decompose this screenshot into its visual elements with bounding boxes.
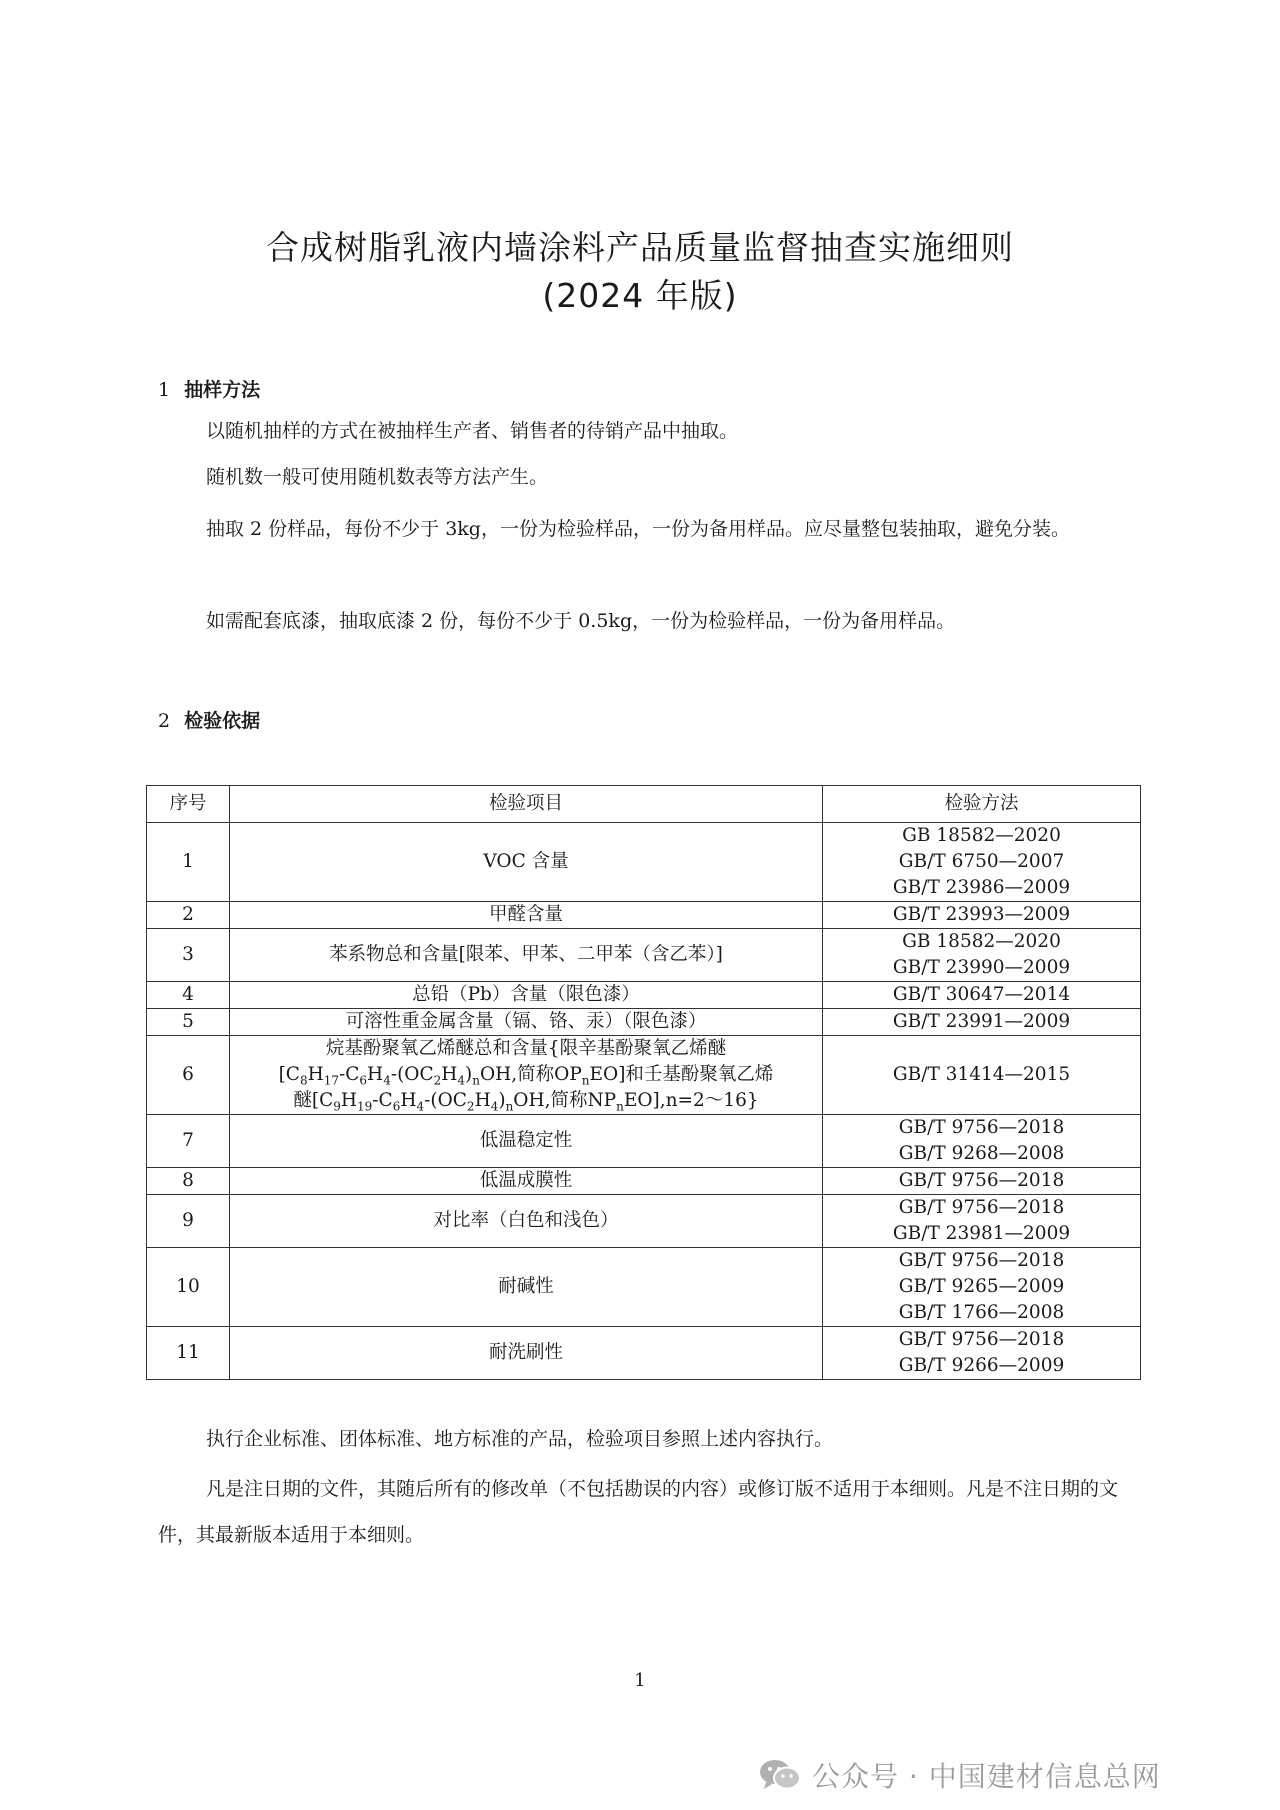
table-header-row xyxy=(147,786,1141,823)
inspection-table xyxy=(146,785,1141,1380)
section-1-heading xyxy=(158,375,260,402)
inspection-methods xyxy=(823,982,1141,1009)
table-row xyxy=(147,1248,1141,1327)
item-line: 烷基酚聚氧乙烯醚总和含量{限辛基酚聚氧乙烯醚 xyxy=(325,1038,727,1059)
text-part: H xyxy=(307,1064,324,1085)
inspection-item: 低温稳定性 xyxy=(230,1115,823,1168)
subscript: n xyxy=(472,1073,480,1088)
row-number: 10 xyxy=(147,1248,230,1327)
wechat-icon xyxy=(758,1757,802,1793)
table-row xyxy=(147,1168,1141,1195)
inspection-methods xyxy=(823,1195,1141,1248)
subscript: 4 xyxy=(490,1099,499,1114)
method: GB/T 23986—2009 xyxy=(892,877,1071,898)
method: GB 18582—2020 xyxy=(902,825,1061,846)
watermark xyxy=(758,1755,1161,1795)
method: GB/T 9756—2018 xyxy=(898,1197,1065,1218)
row-number: 2 xyxy=(147,902,230,929)
inspection-methods xyxy=(823,1327,1141,1380)
subscript: n xyxy=(581,1073,590,1088)
method: GB/T 9756—2018 xyxy=(898,1170,1065,1191)
text-part: -C xyxy=(339,1064,360,1085)
text-part: H xyxy=(367,1064,384,1085)
subscript: 8 xyxy=(299,1073,308,1088)
inspection-item: 对比率（白色和浅色） xyxy=(230,1195,823,1248)
method: GB/T 9265—2009 xyxy=(898,1276,1065,1297)
inspection-methods xyxy=(823,1115,1141,1168)
inspection-item: 耐洗刷性 xyxy=(230,1327,823,1380)
method: GB/T 23990—2009 xyxy=(892,957,1071,978)
inspection-item xyxy=(230,1036,823,1115)
paragraph: 抽取 2 份样品，每份不少于 3kg，一份为检验样品，一份为备用样品。应尽量整包装抽取，避免分装。 xyxy=(206,518,1070,540)
row-number: 8 xyxy=(147,1168,230,1195)
table-row xyxy=(147,823,1141,902)
subscript: 6 xyxy=(359,1073,368,1088)
text-part: EO],n=2～16} xyxy=(623,1090,759,1111)
inspection-methods xyxy=(823,1009,1141,1036)
inspection-methods xyxy=(823,1248,1141,1327)
subscript: n xyxy=(505,1099,514,1114)
inspection-item: 耐碱性 xyxy=(230,1248,823,1327)
method: GB/T 31414—2015 xyxy=(892,1064,1071,1085)
method: GB/T 23993—2009 xyxy=(892,904,1071,925)
text-part: OH,简称OP xyxy=(480,1064,582,1085)
method: GB/T 9268—2008 xyxy=(898,1143,1065,1164)
table-row xyxy=(147,929,1141,982)
text-part: 醚[C xyxy=(293,1090,334,1111)
inspection-methods xyxy=(823,929,1141,982)
text-part: ) xyxy=(465,1064,473,1085)
inspection-methods xyxy=(823,902,1141,929)
row-number: 4 xyxy=(147,982,230,1009)
subscript: 2 xyxy=(433,1073,442,1088)
text-part: H xyxy=(400,1090,417,1111)
row-number: 6 xyxy=(147,1036,230,1115)
method: GB/T 23981—2009 xyxy=(892,1223,1071,1244)
inspection-methods xyxy=(823,1168,1141,1195)
column-header: 检验方法 xyxy=(823,786,1141,823)
inspection-item: 总铅（Pb）含量（限色漆） xyxy=(230,982,823,1009)
table-row xyxy=(147,1009,1141,1036)
text-part: [C xyxy=(278,1064,300,1085)
text-part: ) xyxy=(498,1090,506,1111)
row-number: 5 xyxy=(147,1009,230,1036)
section-title: 抽样方法 xyxy=(184,379,261,401)
column-header: 检验项目 xyxy=(230,786,823,823)
paragraph: 随机数一般可使用随机数表等方法产生。 xyxy=(206,466,549,488)
text-part: OH,简称NP xyxy=(513,1090,617,1111)
row-number: 1 xyxy=(147,823,230,902)
method: GB 18582—2020 xyxy=(902,931,1061,952)
paragraph: 如需配套底漆，抽取底漆 2 份，每份不少于 0.5kg，一份为检验样品，一份为备用样品。 xyxy=(206,610,956,632)
method: GB/T 9756—2018 xyxy=(898,1250,1065,1271)
table-row xyxy=(147,902,1141,929)
inspection-item: 苯系物总和含量[限苯、甲苯、二甲苯（含乙苯）] xyxy=(230,929,823,982)
inspection-item: 低温成膜性 xyxy=(230,1168,823,1195)
section-title: 检验依据 xyxy=(184,710,261,732)
inspection-methods xyxy=(823,1036,1141,1115)
subscript: 4 xyxy=(457,1073,466,1088)
method: GB/T 6750—2007 xyxy=(898,851,1065,872)
section-2-heading xyxy=(158,706,260,733)
text-part: H xyxy=(340,1090,358,1111)
inspection-item: 可溶性重金属含量（镉、铬、汞）（限色漆） xyxy=(230,1009,823,1036)
method: GB/T 9266—2009 xyxy=(898,1355,1065,1376)
text-part: -(OC xyxy=(424,1090,467,1111)
inspection-item: 甲醛含量 xyxy=(230,902,823,929)
table-row xyxy=(147,1327,1141,1380)
row-number: 3 xyxy=(147,929,230,982)
text-part: -(OC xyxy=(390,1064,434,1085)
subscript: 2 xyxy=(466,1099,475,1114)
subscript: 6 xyxy=(392,1099,401,1114)
method: GB/T 9756—2018 xyxy=(898,1117,1065,1138)
paragraph: 凡是注日期的文件，其随后所有的修改单（不包括勘误的内容）或修订版不适用于本细则。凡是不注日期的文件，其最新版本适用于本细则。 xyxy=(158,1478,1119,1546)
item-line xyxy=(236,1088,816,1114)
text-part: H xyxy=(441,1064,458,1085)
inspection-methods xyxy=(823,823,1141,902)
subscript: 4 xyxy=(416,1099,425,1114)
table-row xyxy=(147,982,1141,1009)
watermark-text: 公众号 · 中国建材信息总网 xyxy=(812,1760,1161,1793)
table-row xyxy=(147,1195,1141,1248)
subscript: 17 xyxy=(323,1073,339,1088)
paragraph: 以随机抽样的方式在被抽样生产者、销售者的待销产品中抽取。 xyxy=(206,420,739,442)
table-row xyxy=(147,1115,1141,1168)
row-number: 11 xyxy=(147,1327,230,1380)
subscript: 4 xyxy=(383,1073,391,1088)
text-part: EO]和壬基酚聚氧乙烯 xyxy=(589,1064,774,1085)
method: GB/T 30647—2014 xyxy=(892,984,1071,1005)
subscript: 9 xyxy=(333,1099,341,1114)
subscript: n xyxy=(616,1099,624,1114)
text-part: -C xyxy=(372,1090,393,1111)
subscript: 19 xyxy=(357,1099,373,1114)
method: GB/T 9756—2018 xyxy=(898,1329,1065,1350)
paragraph: 执行企业标准、团体标准、地方标准的产品，检验项目参照上述内容执行。 xyxy=(206,1428,834,1450)
section-number: 1 xyxy=(158,379,171,401)
method: GB/T 1766—2008 xyxy=(898,1302,1065,1323)
text-part: H xyxy=(474,1090,491,1111)
method: GB/T 23991—2009 xyxy=(892,1011,1071,1032)
item-line xyxy=(236,1062,816,1088)
document-title: 合成树脂乳液内墙涂料产品质量监督抽查实施细则 xyxy=(266,228,1014,267)
document-subtitle: (2024 年版) xyxy=(542,276,738,315)
row-number: 7 xyxy=(147,1115,230,1168)
table-row xyxy=(147,1036,1141,1115)
row-number: 9 xyxy=(147,1195,230,1248)
column-header: 序号 xyxy=(147,786,230,823)
page-number: 1 xyxy=(634,1670,646,1691)
inspection-item: VOC 含量 xyxy=(230,823,823,902)
section-number: 2 xyxy=(158,710,171,732)
